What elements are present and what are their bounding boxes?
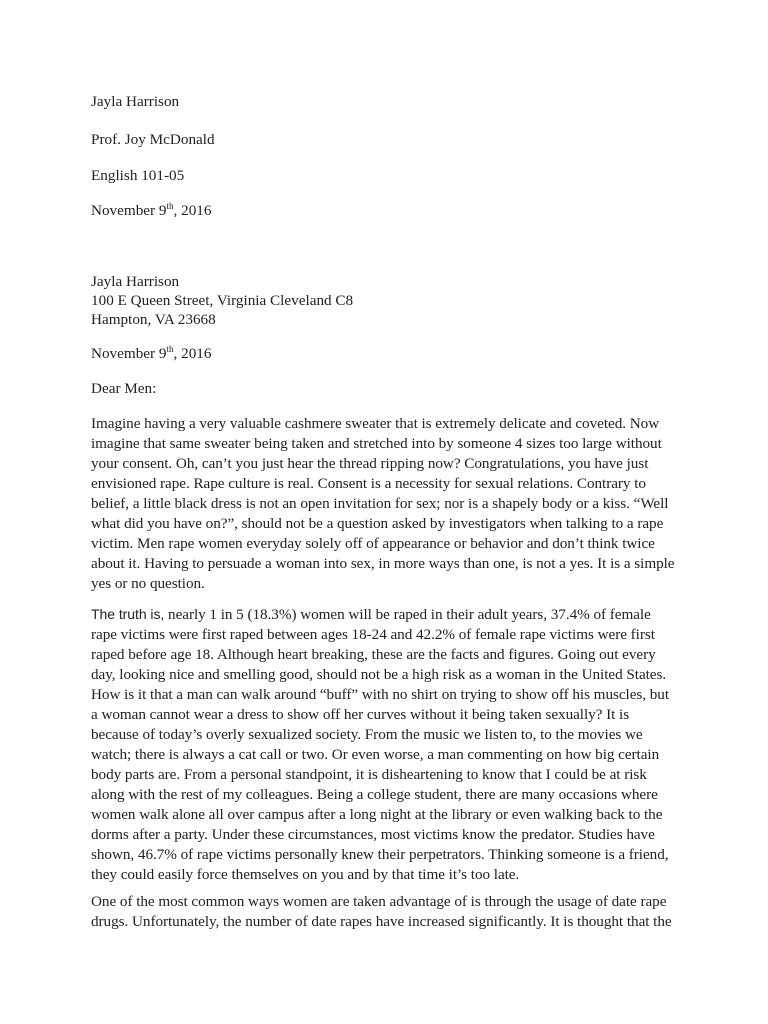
paragraph-line: How is it that a man can walk around “buff” with no shirt on trying to show off his muscles, but: [91, 686, 670, 703]
paragraph-line: shown, 46.7% of rape victims personally knew their perpetrators. Thinking someone is a friend,: [91, 846, 669, 863]
address-street: 100 E Queen Street, Virginia Cleveland C8: [91, 292, 354, 309]
paragraph-line: day, looking nice and smelling good, should not be a high risk as a woman in the United States.: [91, 666, 667, 683]
paragraph-line: a woman cannot wear a dress to show off her curves without it being taken sexually? It is: [91, 706, 630, 723]
paragraph-2: [91, 604, 701, 885]
paragraph-line: imagine that same sweater being taken and stretched into by someone 4 sizes too large without: [91, 435, 662, 452]
salutation: Dear Men:: [91, 380, 157, 397]
paragraph-line: what did you have on?”, should not be a question asked by investigators when talking to a rape: [91, 515, 664, 532]
paragraph-line: about it. Having to persuade a woman into sex, in more ways than one, is not a yes. It is a simple: [91, 555, 675, 572]
paragraph-line: The truth is, nearly 1 in 5 (18.3%) women will be raped in their adult years, 37.4% of female: [91, 606, 651, 623]
paragraph-line: envisioned rape. Rape culture is real. Consent is a necessity for sexual relations. Contrary to: [91, 475, 646, 492]
paragraph-line: yes or no question.: [91, 575, 205, 592]
paragraph-3: [91, 892, 701, 932]
address-name: Jayla Harrison: [91, 273, 180, 290]
letter-date: November 9th, 2016: [91, 343, 212, 362]
paragraph-line: drugs. Unfortunately, the number of date rapes have increased significantly. It is thought that the: [91, 913, 672, 930]
paragraph-line: women walk alone all over campus after a long night at the library or even walking back to the: [91, 806, 663, 823]
paragraph-line: your consent. Oh, can’t you just hear the thread ripping now? Congratulations, you have just: [91, 455, 649, 472]
paragraph-line: victim. Men rape women everyday solely off of appearance or behavior and don’t think twice: [91, 535, 655, 552]
paragraph-line: rape victims were first raped between ages 18-24 and 42.2% of female rape victims were first: [91, 626, 655, 643]
paragraph-line: because of today’s overly sexualized society. From the music we listen to, to the movies we: [91, 726, 643, 743]
paragraph-line: raped before age 18. Although heart breaking, these are the facts and figures. Going out every: [91, 646, 656, 663]
paragraph-line: body parts are. From a personal standpoint, it is disheartening to know that I could be at risk: [91, 766, 647, 783]
address-city: Hampton, VA 23668: [91, 311, 216, 328]
paragraph-line: dorms after a party. Under these circumstances, most victims know the predator. Studies have: [91, 826, 655, 843]
author-name: Jayla Harrison: [91, 93, 180, 110]
paragraph-1: [91, 414, 701, 594]
paragraph-line: belief, a little black dress is not an open invitation for sex; nor is a shapely body or a kiss. “Well: [91, 495, 669, 512]
course-name: English 101-05: [91, 167, 185, 184]
paragraph-line: Imagine having a very valuable cashmere sweater that is extremely delicate and coveted. Now: [91, 415, 660, 432]
paragraph-lead-words: The truth is,: [91, 606, 165, 622]
paragraph-line: they could easily force themselves on you and by that time it’s too late.: [91, 866, 520, 883]
header-date: November 9th, 2016: [91, 200, 212, 219]
paragraph-line: One of the most common ways women are taken advantage of is through the usage of date rape: [91, 893, 667, 910]
professor-name: Prof. Joy McDonald: [91, 131, 215, 148]
paragraph-line: along with the rest of my colleagues. Being a college student, there are many occasions where: [91, 786, 658, 803]
paragraph-line: watch; there is always a cat call or two. Or even worse, a man commenting on how big certain: [91, 746, 660, 763]
